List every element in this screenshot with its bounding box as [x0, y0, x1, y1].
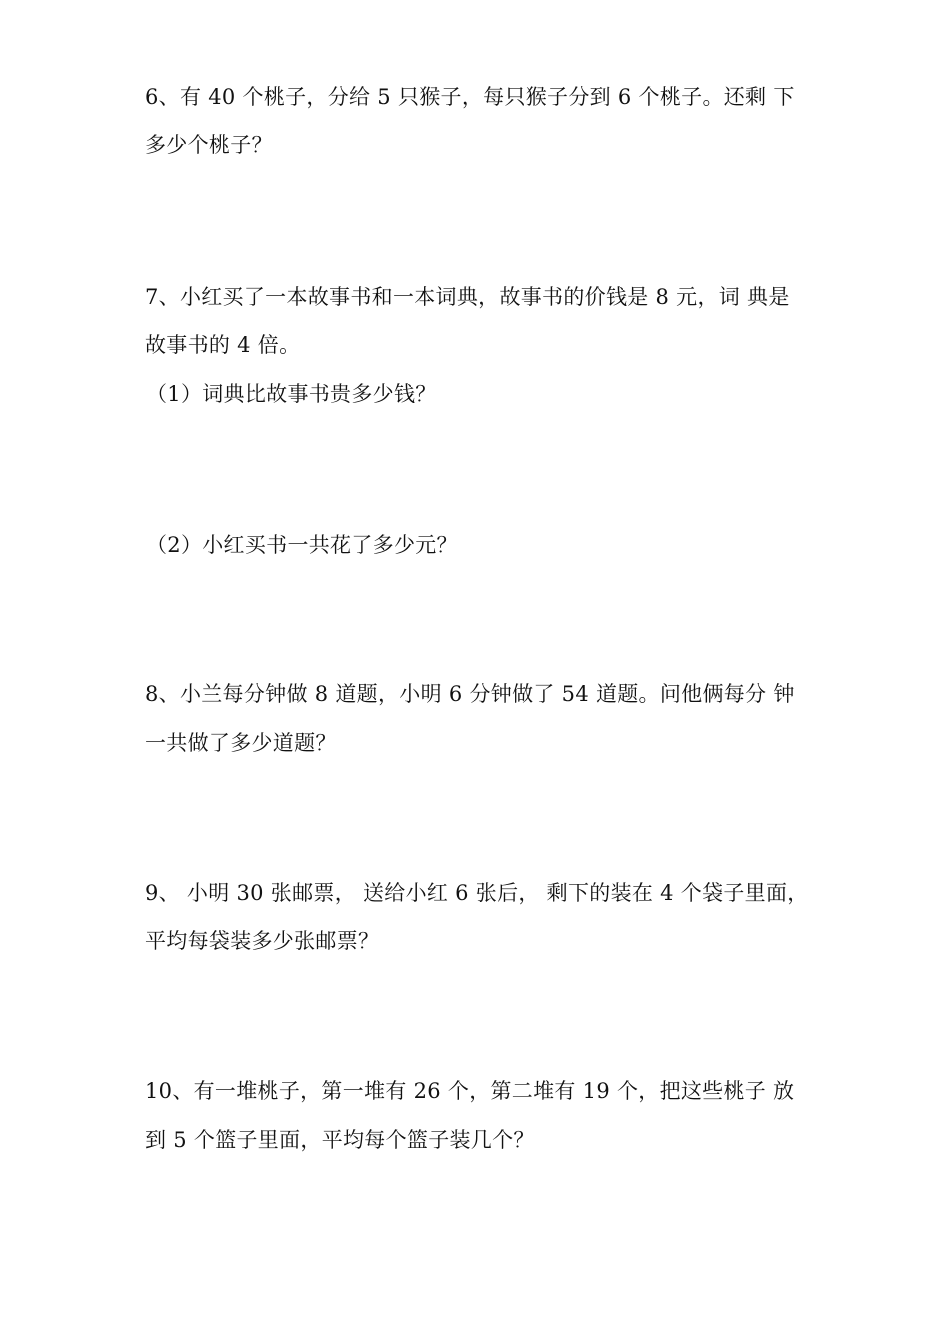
- question-9-line-1: 9、 小明 30 张邮票， 送给小红 6 张后， 剩下的装在 4 个袋子里面，: [145, 881, 809, 905]
- question-7-line-2: 故事书的 4 倍。: [145, 333, 301, 357]
- question-7-sub-2: （2）小红买书一共花了多少元？: [146, 533, 458, 557]
- question-10-line-2: 到 5 个篮子里面，平均每个篮子装几个？: [145, 1128, 535, 1152]
- question-6-line-2: 多少个桃子？: [145, 133, 273, 157]
- question-7-line-1: 7、小红买了一本故事书和一本词典，故事书的价钱是 8 元，词 典是: [145, 285, 790, 309]
- question-9-line-2: 平均每袋装多少张邮票？: [145, 929, 380, 953]
- question-6-line-1: 6、有 40 个桃子，分给 5 只猴子，每只猴子分到 6 个桃子。还剩 下: [145, 85, 795, 109]
- question-10-line-1: 10、有一堆桃子，第一堆有 26 个，第二堆有 19 个，把这些桃子 放: [145, 1079, 795, 1103]
- question-7-sub-1: （1）词典比故事书贵多少钱？: [146, 382, 437, 406]
- question-8-line-2: 一共做了多少道题？: [145, 731, 337, 755]
- question-8-line-1: 8、小兰每分钟做 8 道题，小明 6 分钟做了 54 道题。问他俩每分 钟: [145, 682, 795, 706]
